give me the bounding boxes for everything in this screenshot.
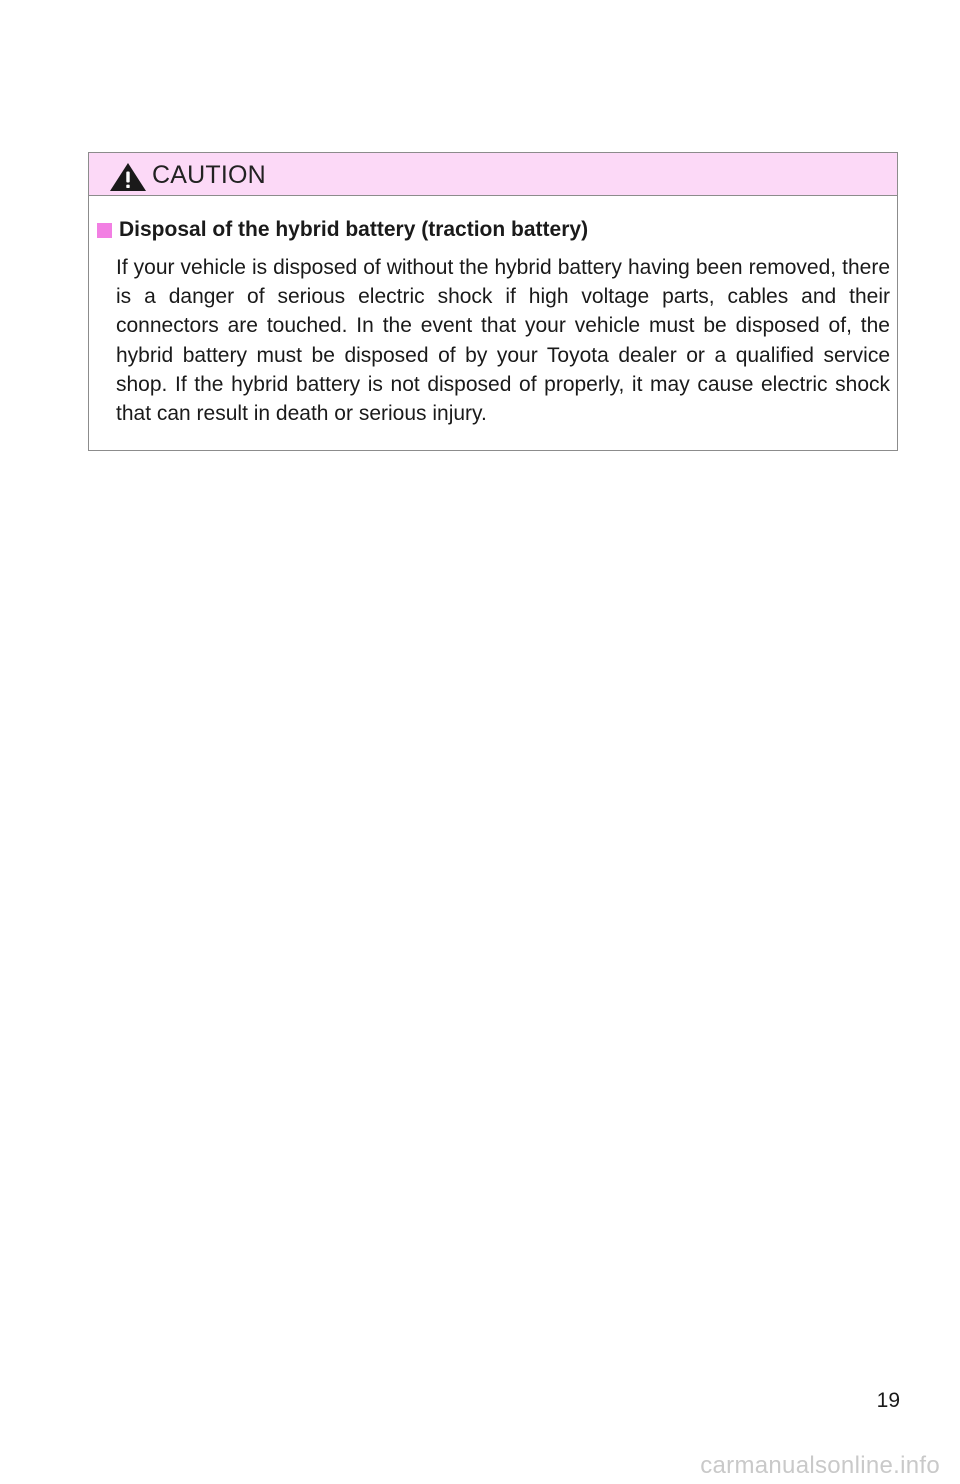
caution-header: [89, 153, 897, 196]
caution-box: [88, 152, 898, 451]
page-number: 19: [876, 1389, 900, 1412]
bullet-square-icon: [97, 223, 112, 238]
section-heading: [97, 217, 588, 243]
section-heading-text: Disposal of the hybrid battery (traction battery): [119, 218, 589, 241]
caution-title: CAUTION: [152, 161, 266, 189]
caution-body-text: If your vehicle is disposed of without the hybrid battery having been removed, there is a danger of serious electric shock if high voltage parts, cables and their connectors are touched. In the event that your vehicle must be disposed of, the hybrid battery must be disposed of by your Toyota dealer or a qualified service shop. If the hybrid battery is not disposed of properly, it may cause electric shock that can result in death or serious injury.: [116, 256, 890, 426]
watermark-logo: carmanualsonline.info: [700, 1452, 940, 1479]
warning-triangle-icon: [109, 162, 147, 192]
